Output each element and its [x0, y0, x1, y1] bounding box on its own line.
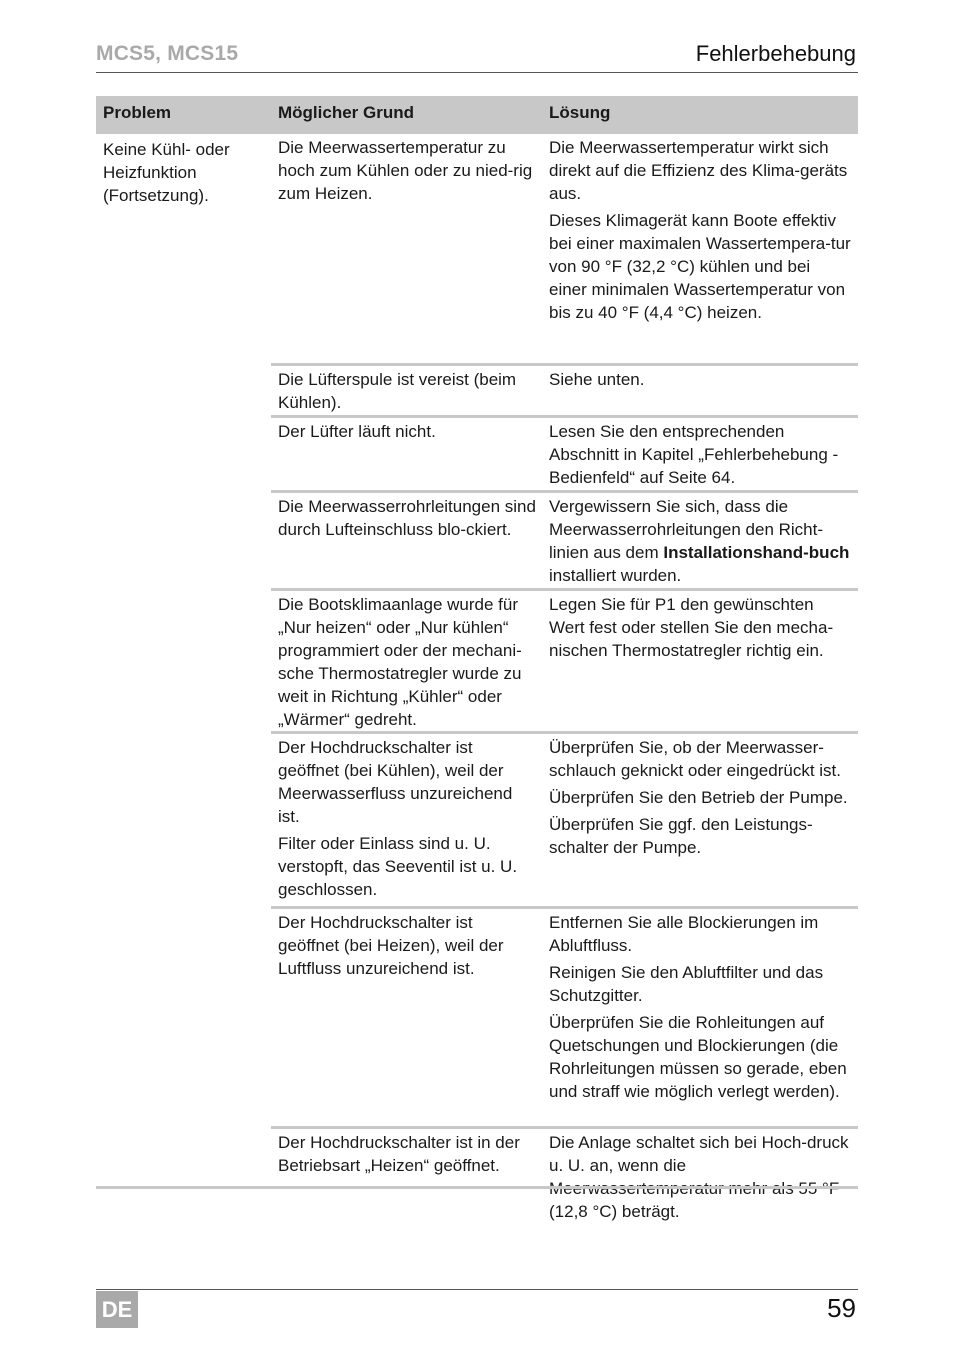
- solution-cell: [542, 591, 858, 731]
- reason-cell: [271, 909, 542, 1126]
- reason-solution-rows: [271, 134, 858, 1225]
- model-name: MCS5, MCS15: [96, 42, 239, 65]
- reason-cell: [271, 418, 542, 490]
- table-body: [96, 134, 858, 1225]
- solution-text: Siehe unten.: [549, 370, 645, 389]
- solution-text: Dieses Klimagerät kann Boote effektiv bei einer maximalen Wassertempera-tur von 90 °F (32,2 °C) kühlen und bei einer minimalen Wassertemperatur von bis zu 40 °F (4,4 °C) heizen.: [549, 211, 851, 322]
- solution-text: Lesen Sie den entsprechenden Abschnitt in Kapitel „Fehlerbehebung - Bedienfeld“ auf Seite 64.: [549, 422, 839, 487]
- reason-text: Der Lüfter läuft nicht.: [278, 422, 436, 441]
- reason-cell: [271, 366, 542, 415]
- solution-cell: [542, 134, 858, 363]
- solution-text: Überprüfen Sie den Betrieb der Pumpe.: [549, 788, 848, 807]
- solution-text: Entfernen Sie alle Blockierungen im Abluftfluss.: [549, 913, 819, 955]
- reason-cell: [271, 734, 542, 906]
- reason-text: Filter oder Einlass sind u. U. verstopft, das Seeventil ist u. U. geschlossen.: [278, 834, 518, 899]
- reason-text: Der Hochdruckschalter ist in der Betriebsart „Heizen“ geöffnet.: [278, 1133, 520, 1175]
- manual-reference: Installationshand-buch: [663, 543, 850, 562]
- table-row: [271, 734, 858, 909]
- solution-cell: [542, 418, 858, 490]
- solution-text: Die Meerwassertemperatur wirkt sich direkt auf die Effizienz des Klima-geräts aus.: [549, 138, 848, 203]
- troubleshooting-table: [96, 96, 858, 1225]
- table-row: [271, 366, 858, 418]
- solution-text: Die Anlage schaltet sich bei Hoch-druck u. U. an, wenn die Meerwassertemperatur mehr als 55 °F (12,8 °C) beträgt.: [549, 1133, 849, 1221]
- reason-cell: [271, 134, 542, 363]
- reason-text: Die Meerwassertemperatur zu hoch zum Kühlen oder zu nied-rig zum Heizen.: [278, 138, 533, 203]
- solution-cell: [542, 734, 858, 906]
- solution-text: Überprüfen Sie die Rohleitungen auf Quetschungen und Blockierungen (die Rohrleitungen müssen so gerade, eben und straff wie möglich verlegt werden).: [549, 1013, 847, 1101]
- reason-text: Der Hochdruckschalter ist geöffnet (bei Heizen), weil der Luftfluss unzureichend ist.: [278, 913, 504, 978]
- table-row: [271, 909, 858, 1129]
- column-header-solution: Lösung: [549, 103, 611, 122]
- reason-text: Die Meerwasserrohrleitungen sind durch Lufteinschluss blo-ckiert.: [278, 497, 536, 539]
- language-badge: DE: [96, 1291, 138, 1328]
- solution-text-part: Vergewissern Sie sich, dass die Meerwasserrohrleitungen den Richt-linien aus dem: [549, 497, 824, 562]
- solution-text: Reinigen Sie den Abluftfilter und das Schutzgitter.: [549, 963, 824, 1005]
- solution-text: Überprüfen Sie, ob der Meerwasser-schlauch geknickt oder eingedrückt ist.: [549, 738, 841, 780]
- problem-cell: Keine Kühl- oder Heizfunktion (Fortsetzung).: [103, 140, 230, 205]
- table-row: [271, 1129, 858, 1225]
- solution-cell: [542, 493, 858, 588]
- page-number: 59: [827, 1293, 856, 1323]
- column-header-reason: Möglicher Grund: [278, 103, 414, 122]
- page-header: [96, 38, 858, 73]
- section-title: Fehlerbehebung: [695, 41, 856, 66]
- table-row: [271, 134, 858, 366]
- table-header-row: [96, 96, 858, 134]
- reason-cell: [271, 493, 542, 588]
- solution-text-part: installiert wurden.: [549, 566, 682, 585]
- solution-text: Überprüfen Sie ggf. den Leistungs-schalter der Pumpe.: [549, 815, 813, 857]
- reason-text: Der Hochdruckschalter ist geöffnet (bei Kühlen), weil der Meerwasserfluss unzureichend ist.: [278, 738, 513, 826]
- solution-cell: [542, 909, 858, 1126]
- table-row: [271, 493, 858, 591]
- reason-text: Die Bootsklimaanlage wurde für „Nur heizen“ oder „Nur kühlen“ programmiert oder der mechani-sche Thermostatregler wurde zu weit in Richtung „Kühler“ oder „Wärmer“ gedreht.: [278, 595, 522, 729]
- solution-text: [549, 495, 852, 587]
- table-row: [271, 591, 858, 734]
- column-header-problem: Problem: [103, 103, 172, 122]
- footer-rule: [96, 1289, 858, 1290]
- reason-cell: [271, 1129, 542, 1225]
- solution-cell: [542, 366, 858, 415]
- solution-text: Legen Sie für P1 den gewünschten Wert fest oder stellen Sie den mecha-nischen Thermostatregler richtig ein.: [549, 595, 834, 660]
- solution-cell: [542, 1129, 858, 1225]
- table-bottom-rule: [96, 1186, 858, 1189]
- table-row: [271, 418, 858, 493]
- reason-cell: [271, 591, 542, 731]
- reason-text: Die Lüfterspule ist vereist (beim Kühlen).: [278, 370, 517, 412]
